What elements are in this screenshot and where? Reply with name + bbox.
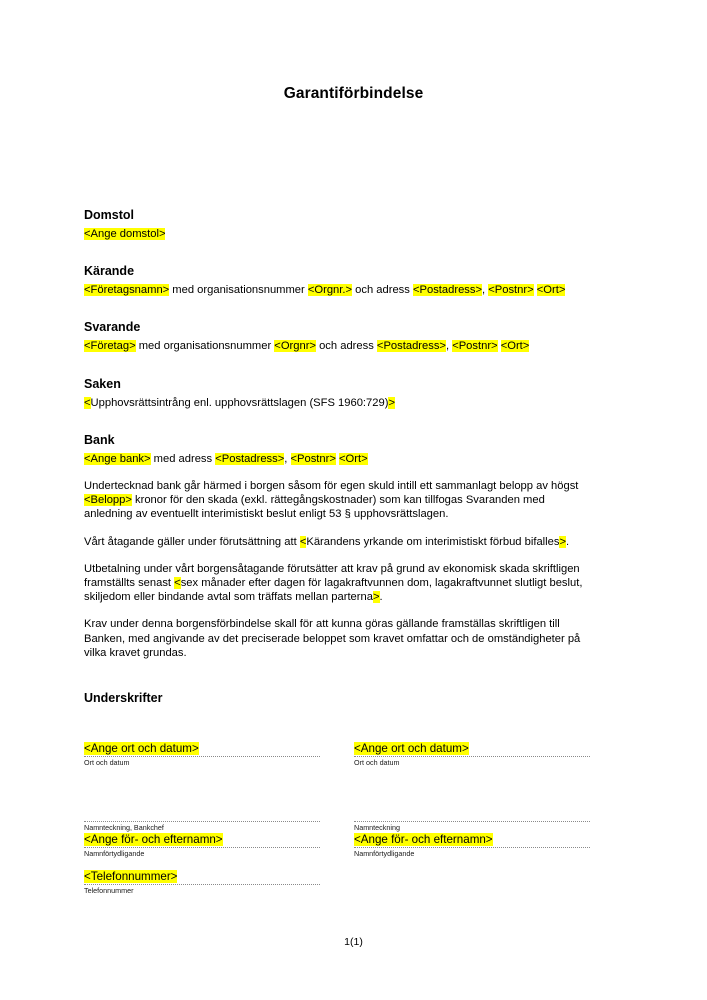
field-signature-left[interactable] [84,807,320,833]
bank-paragraph-1 [84,479,590,522]
signature-row-date [84,742,590,768]
phone-placeholder-left[interactable]: <Telefonnummer> [84,870,178,883]
karande-text-2: och adress [352,284,413,297]
karande-text-1: med organisationsnummer [169,284,308,297]
spacer [84,297,590,320]
bank-para2-text-2: . [566,535,570,548]
date-caption-left: Ort och datum [84,758,130,767]
date-placeholder-right[interactable]: <Ange ort och datum> [354,742,469,755]
bank-postcode-placeholder[interactable]: <Postnr> [290,452,336,465]
spacer [84,604,590,617]
spacer [84,660,590,691]
bank-para3-open-bracket[interactable]: < [174,577,181,590]
signature-row-name [84,807,590,896]
bank-para3-inner-text: sex månader efter dagen för lagakraftvunnen dom, lagakraftvunnet slutligt beslut, skiljedom eller bindande avtal som träffats mellan parterna [84,577,583,604]
karande-address-placeholder[interactable]: <Postadress> [412,284,483,297]
signature-column-left [84,742,320,768]
signature-value-right[interactable] [354,807,590,821]
date-caption-right: Ort och datum [354,758,400,767]
spacer [84,549,590,562]
spacer [84,354,590,377]
spacer [84,768,590,807]
name-value-left [84,833,320,847]
signature-block [84,742,590,896]
date-value-right [354,742,590,756]
bank-address-placeholder[interactable]: <Postadress> [215,452,285,465]
spacer [84,859,320,870]
footer-page-number: 1(1) [344,936,363,948]
document-body [84,208,590,706]
saken-open-bracket[interactable]: < [84,396,91,409]
svarande-orgnr-placeholder[interactable]: <Orgnr> [274,340,316,353]
section-heading-karande: Kärande [84,264,135,279]
bank-text-2: , [284,452,291,465]
bank-para2-inner-text: Kärandens yrkande om interimistiskt förbud bifalles [306,535,560,548]
phone-value-left [84,870,320,884]
section-heading-domstol: Domstol [84,208,134,222]
field-phone-left [84,870,320,896]
signature-column-left [84,807,320,896]
spacer [84,241,590,264]
bank-para2-open-bracket[interactable]: < [299,535,307,548]
name-value-right [354,833,590,847]
spacer [84,410,590,433]
field-date-right [354,742,590,768]
bank-para3-text-1: Utbetalning under vårt borgensåtagande förutsätter att krav på grund av ekonomisk skada skriftligen framställts senast [84,562,580,590]
signature-column-right [354,807,590,896]
section-heading-saken: Saken [84,376,121,391]
svarande-postcode-placeholder[interactable]: <Postnr> [452,340,498,353]
bank-text-1: med adress [150,452,216,465]
svarande-text-1: med organisationsnummer [135,340,275,353]
bank-address-line [84,452,590,466]
bank-paragraph-2 [84,535,590,549]
bank-para3-close-bracket[interactable]: > [372,591,380,604]
svarande-text-2: och adress [315,340,377,353]
section-heading-bank: Bank [84,432,115,447]
name-placeholder-right[interactable]: <Ange för- och efternamn> [354,833,493,846]
bank-para2-text-1: Vårt åtagande gäller under förutsättning att [84,535,300,548]
signature-caption-right: Namnteckning [354,823,400,832]
spacer [84,522,590,535]
saken-close-bracket[interactable]: > [388,396,395,409]
domstol-value-line [84,227,590,241]
svarande-text-3: , [445,340,453,353]
field-signature-right[interactable] [354,807,590,833]
svarande-city-placeholder[interactable]: <Ort> [500,340,530,353]
signature-column-right [354,742,590,768]
field-name-left [84,833,320,859]
karande-company-placeholder[interactable]: <Företagsnamn> [84,284,170,297]
karande-value-line [84,283,590,297]
saken-text: Upphovsrättsintrång enl. upphovsrättslagen (SFS 1960:729) [90,396,389,409]
svarande-value-line [84,339,590,353]
svarande-company-placeholder[interactable]: <Företag> [84,340,136,353]
document-title: Garantiförbindelse [283,85,424,102]
field-name-right [354,833,590,859]
domstol-placeholder[interactable]: <Ange domstol> [84,228,166,240]
section-heading-underskrifter: Underskrifter [84,691,163,706]
bank-para1-text-1: Undertecknad bank går härmed i borgen såsom för egen skuld intill ett sammanlagt belopp av högst [84,480,579,493]
bank-name-placeholder[interactable]: <Ange bank> [84,452,151,465]
name-caption-right: Namnförtydligande [354,849,415,858]
date-value-left [84,742,320,756]
bank-city-placeholder[interactable]: <Ort> [339,452,368,465]
karande-orgnr-placeholder[interactable]: <Orgnr.> [307,284,353,297]
name-caption-left: Namnförtydligande [84,849,145,858]
karande-text-3: , [482,284,489,297]
bank-para3-text-2: . [379,591,383,604]
bank-para1-text-2: kronor för den skada (exkl. rättegångskostnader) som kan tillfogas Svaranden med anledning av eventuellt interimistiskt beslut enligt 53 § upphovsrättslagen. [84,494,545,521]
bank-paragraph-4: Krav under denna borgensförbindelse skall för att kunna göras gällande framställas skriftligen till Banken, med angivande av det preciserade beloppet som kravet omfattar och de omständigheter på vilka kravet grundas. [84,618,581,659]
date-placeholder-left[interactable]: <Ange ort och datum> [84,742,199,755]
signature-value-left[interactable] [84,807,320,821]
section-heading-svarande: Svarande [84,320,141,335]
bank-amount-placeholder[interactable]: <Belopp> [84,494,132,507]
saken-value-line [84,396,590,410]
bank-para2-close-bracket[interactable]: > [559,535,567,548]
karande-postcode-placeholder[interactable]: <Postnr> [488,284,534,297]
signature-caption-left: Namnteckning, Bankchef [84,823,164,832]
karande-city-placeholder[interactable]: <Ort> [536,284,566,297]
field-date-left [84,742,320,768]
svarande-address-placeholder[interactable]: <Postadress> [376,340,446,353]
bank-paragraph-3 [84,562,590,605]
name-placeholder-left[interactable]: <Ange för- och efternamn> [84,833,223,846]
spacer [84,466,590,479]
phone-caption-left: Telefonnummer [84,886,134,895]
